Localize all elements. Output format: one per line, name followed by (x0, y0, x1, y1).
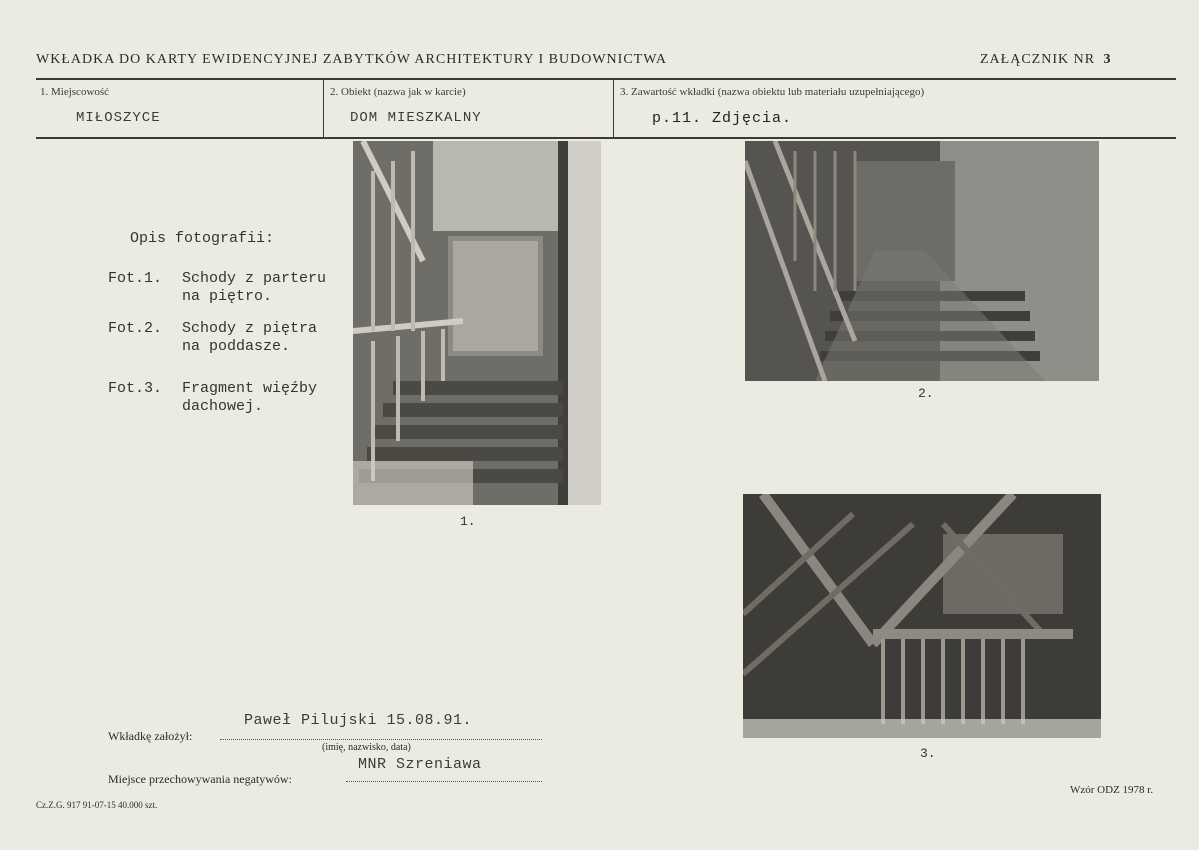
roof-truss-icon (743, 494, 1101, 738)
form-title: WKŁADKA DO KARTY EWIDENCYJNEJ ZABYTKÓW ARCHITEKTURY I BUDOWNICTWA (36, 52, 667, 67)
annex-label: ZAŁĄCZNIK NR (980, 52, 1096, 67)
negatives-value: MNR Szreniawa (358, 756, 482, 773)
description-item-line: na piętro. (182, 288, 273, 305)
description-item-text (182, 380, 317, 416)
made-by-line (220, 739, 542, 740)
description-item-text (182, 270, 326, 306)
field-2-label: 2. Obiekt (nazwa jak w karcie) (330, 86, 466, 98)
stairs-icon (745, 141, 1099, 381)
description-item-line: dachowej. (182, 398, 264, 415)
description-item-num: Fot.1. (108, 270, 163, 287)
print-code: Cz.Z.G. 917 91-07-15 40.000 szt. (36, 800, 158, 810)
field-2-value: DOM MIESZKALNY (350, 110, 482, 126)
photo-2 (745, 141, 1099, 381)
description-item-text (182, 320, 317, 356)
negatives-label: Miejsce przechowywania negatywów: (108, 772, 292, 786)
field-3-value: p.11. Zdjęcia. (652, 110, 793, 127)
form-code: Wzór ODZ 1978 r. (1070, 784, 1154, 796)
description-item-num: Fot.3. (108, 380, 163, 397)
field-1-value: MIŁOSZYCE (76, 110, 161, 126)
header-top-rule (36, 78, 1176, 80)
description-item-line: Schody z piętra (182, 320, 318, 337)
description-item-line: Schody z parteru (182, 270, 327, 287)
description-item-1 (108, 270, 326, 306)
annex-number: 3 (1103, 52, 1112, 67)
field-divider-1 (323, 80, 324, 137)
made-by-value: Paweł Pilujski 15.08.91. (244, 712, 473, 729)
made-by-label: Wkładkę założył: (108, 729, 193, 743)
photo-3-caption: 3. (920, 746, 936, 761)
made-by-hint: (imię, nazwisko, data) (322, 742, 411, 753)
description-list (108, 270, 326, 416)
photo-2-caption: 2. (918, 386, 934, 401)
field-1-label: 1. Miejscowość (40, 86, 110, 98)
annex-label-group (980, 52, 1112, 68)
photo-1-caption: 1. (460, 514, 476, 529)
description-item-line: Fragment więźby (182, 380, 318, 397)
description-item-num: Fot.2. (108, 320, 163, 337)
field-3-label: 3. Zawartość wkładki (nazwa obiektu lub materiału uzupełniającego) (620, 86, 925, 98)
description-item-2 (108, 320, 326, 356)
field-divider-2 (613, 80, 614, 137)
description-heading: Opis fotografii: (130, 230, 275, 247)
negatives-line (346, 781, 542, 782)
description-item-line: na poddasze. (182, 338, 291, 355)
stairs-icon (353, 141, 601, 505)
photo-3 (743, 494, 1101, 738)
header-bottom-rule (36, 137, 1176, 139)
photo-1 (353, 141, 601, 505)
description-item-3 (108, 380, 326, 416)
